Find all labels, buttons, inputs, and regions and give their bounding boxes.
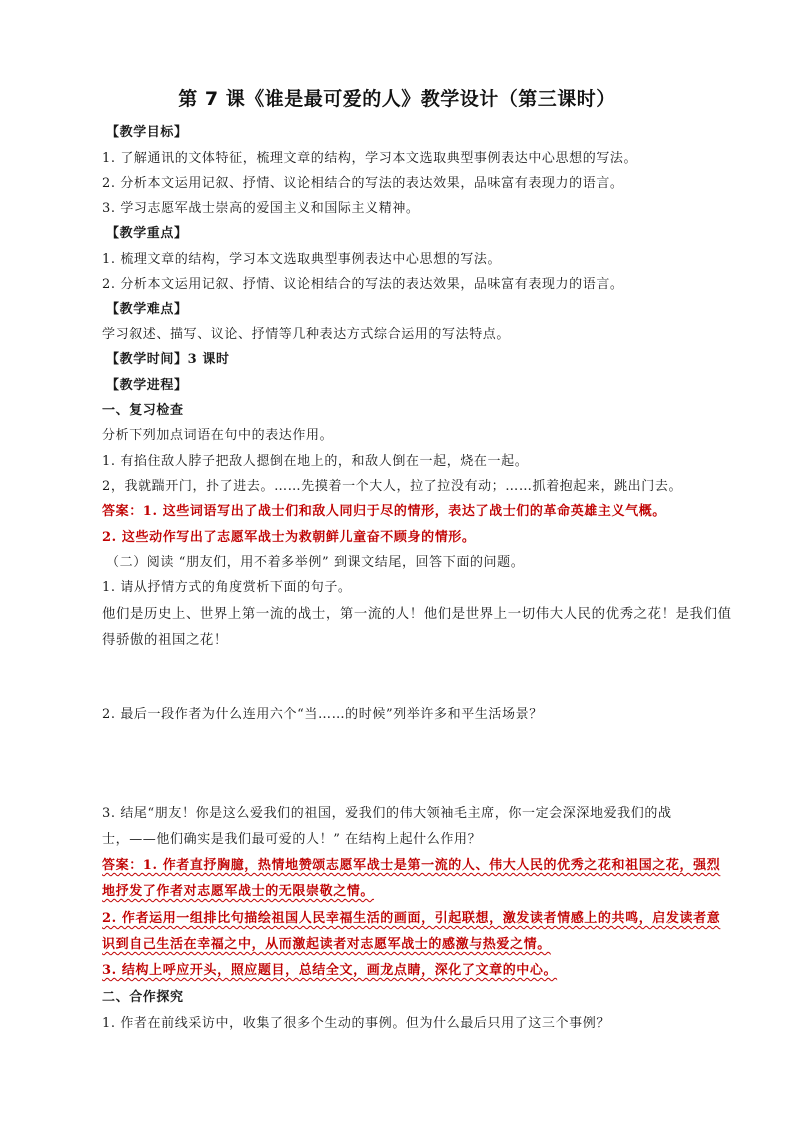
answer-block-line-4: 识到自己生活在幸福之中，从而激起读者对志愿军战士的感激与热爱之情。	[102, 937, 551, 952]
objective-item-1: 1. 了解通讯的文体特征，梳理文章的结构，学习本文选取典型事例表达中心思想的写法。	[102, 151, 638, 166]
question-2: 2. 最后一段作者为什么连用六个“当……的时候”列举许多和平生活场景？	[102, 707, 543, 722]
part-heading-review: 一、复习检查	[102, 403, 184, 418]
review-sentence-2: 2，我就踹开门，扑了进去。……先摸着一个大人，拉了拉没有动；……抓着抱起来，跳出门去。	[102, 479, 683, 494]
section-heading-objectives: 【教学目标】	[106, 125, 188, 140]
part-heading-cooperation: 二、合作探究	[102, 990, 184, 1005]
answer-block-line-3: 2. 作者运用一组排比句描绘祖国人民幸福生活的画面，引起联想，激发读者情感上的共鸣，启发读者意	[102, 911, 721, 926]
review-instruction: 分析下列加点词语在句中的表达作用。	[102, 428, 334, 443]
section-heading-difficulties: 【教学难点】	[106, 302, 188, 317]
cooperation-question-1: 1. 作者在前线采访中，收集了很多个生动的事例。但为什么最后只用了这三个事例？	[102, 1016, 610, 1031]
section-heading-key-points: 【教学重点】	[106, 226, 188, 241]
review-answer-1: 答案：1. 这些词语写出了战士们和敌人同归于尽的情形，表达了战士们的革命英雄主义气概。	[102, 504, 666, 519]
review-sentence-1: 1. 有掐住敌人脖子把敌人摁倒在地上的，和敌人倒在一起，烧在一起。	[102, 454, 529, 469]
answer-block-line-2: 地抒发了作者对志愿军战士的无限崇敬之情。	[102, 884, 375, 899]
reading-instruction: （二）阅读 “朋友们，用不着多举例” 到课文结尾，回答下面的问题。	[106, 555, 525, 570]
review-answer-2: 2. 这些动作写出了志愿军战士为救朝鲜儿童奋不顾身的情形。	[102, 530, 476, 545]
objective-item-3: 3. 学习志愿军战士崇高的爱国主义和国际主义精神。	[102, 201, 420, 216]
quoted-sentence-line-2: 得骄傲的祖国之花！	[102, 633, 228, 648]
question-3-line-1: 3. 结尾“朋友！你是这么爱我们的祖国，爱我们的伟大领袖毛主席，你一定会深深地爱我们的战	[102, 806, 672, 821]
quoted-sentence-line-1: 他们是历史上、世界上第一流的战士，第一流的人！他们是世界上一切伟大人民的优秀之花！是我们值	[102, 607, 732, 622]
question-3-line-2: 士，——他们确实是我们最可爱的人！” 在结构上起什么作用？	[102, 832, 482, 847]
teaching-time: 【教学时间】3 课时	[106, 352, 230, 367]
key-point-item-1: 1. 梳理文章的结构，学习本文选取典型事例表达中心思想的写法。	[102, 252, 502, 267]
objective-item-2: 2. 分析本文运用记叙、抒情、议论相结合的写法的表达效果，品味富有表现力的语言。	[102, 176, 624, 191]
answer-block-line-5: 3. 结构上呼应开头，照应题目，总结全文，画龙点睛，深化了文章的中心。	[102, 963, 558, 978]
document-title: 第 7 课《谁是最可爱的人》教学设计（第三课时）	[178, 88, 616, 110]
key-point-item-2: 2. 分析本文运用记叙、抒情、议论相结合的写法的表达效果，品味富有表现力的语言。	[102, 277, 624, 292]
question-1: 1. 请从抒情方式的角度赏析下面的句子。	[102, 580, 352, 595]
difficulty-text: 学习叙述、描写、议论、抒情等几种表达方式综合运用的写法特点。	[102, 327, 511, 342]
answer-block-line-1: 答案：1. 作者直抒胸臆，热情地赞颂志愿军战士是第一流的人、伟大人民的优秀之花和祖国之花，强烈	[102, 858, 721, 873]
section-heading-process: 【教学进程】	[106, 378, 188, 393]
